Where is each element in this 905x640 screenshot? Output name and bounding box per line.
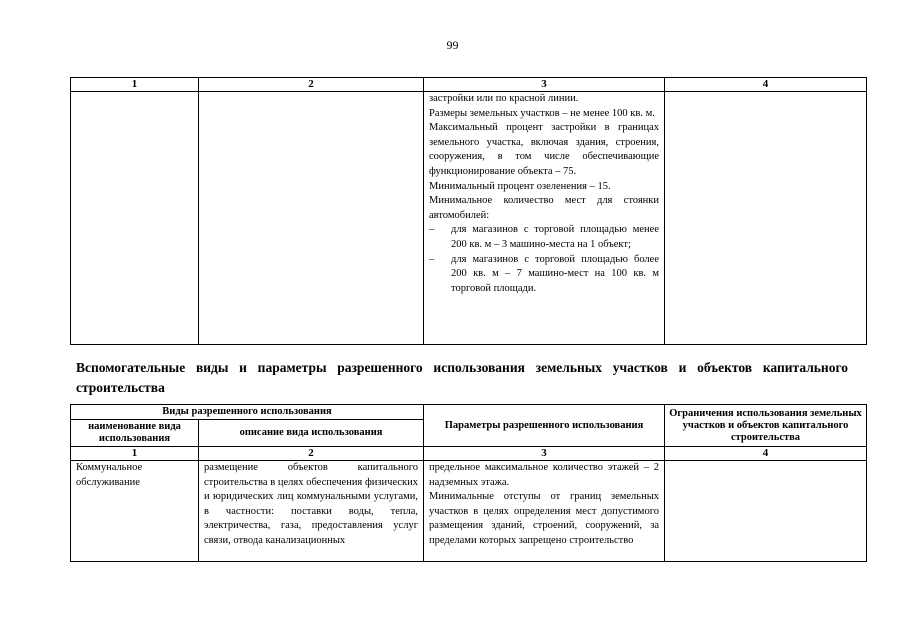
column-number: 2 — [199, 447, 424, 461]
column-number-row — [71, 78, 867, 92]
parameters-cell — [424, 461, 665, 562]
parameter-text: Максимальный процент застройки в границах земельного участка, включая здания, строения, сооружения, в том числе обеспечивающие функционирование объекта – 75. — [429, 122, 659, 177]
header-limits: Ограничения использования земельных участков и объектов капитального строительства — [665, 405, 867, 447]
column-number: 3 — [424, 78, 665, 92]
column-number: 1 — [71, 447, 199, 461]
limits-cell — [665, 461, 867, 562]
header-name: наименование вида использования — [71, 420, 199, 447]
use-description: размещение объектов капитального строительства в целях обеспечения физических и юридических лиц коммунальными услугами, в частности: поставки воды, тепла, электричества, газа, предоставления услуг связи, отвода канализационных — [204, 462, 419, 546]
parameters-cell — [424, 92, 665, 345]
use-description-cell — [199, 461, 424, 562]
table-row — [71, 92, 867, 345]
page-number: 99 — [446, 38, 459, 52]
parameters-clip — [429, 461, 659, 561]
empty-cell — [71, 92, 199, 345]
parameter-text: Размеры земельных участков – не менее 100 кв. м. — [429, 107, 655, 119]
use-name-cell — [71, 461, 199, 562]
auxiliary-uses-table — [70, 404, 867, 562]
column-number: 2 — [199, 78, 424, 92]
dash-marker: – — [429, 224, 435, 236]
parameter-text: застройки или по красной линии. — [429, 93, 579, 104]
header-params: Параметры разрешенного использования — [424, 405, 665, 447]
column-number-row — [71, 447, 867, 461]
list-item-text: для магазинов с торговой площадью менее 200 кв. м – 3 машино-места на 1 объект; — [451, 224, 659, 250]
parameter-text: Минимальные отступы от границ земельных участков в целях определения мест допустимого размещения зданий, строений, сооружений, за пределами которых запрещено строительство — [429, 491, 660, 546]
column-number: 3 — [424, 447, 665, 461]
empty-cell — [199, 92, 424, 345]
limits-text — [670, 461, 861, 561]
list-item-text: для магазинов с торговой площадью более 200 кв. м – 7 машино-мест на 100 кв. м торговой площади. — [451, 253, 659, 294]
dash-marker: – — [429, 253, 435, 265]
parameter-text: Минимальный процент озеленения – 15. — [429, 180, 611, 192]
header-group: Виды разрешенного использования — [71, 405, 424, 420]
parameter-text: предельное максимальное количество этажей – 2 надземных этажа. — [429, 462, 660, 488]
use-name: Коммунальное обслуживание — [76, 462, 143, 488]
column-number: 4 — [665, 447, 867, 461]
empty-cell — [665, 92, 867, 345]
header-row — [71, 405, 867, 420]
header-description: описание вида использования — [199, 420, 424, 447]
list-item — [429, 223, 659, 252]
column-number: 4 — [665, 78, 867, 92]
section-heading: Вспомогательные виды и параметры разрешенного использования земельных участков и объектов капитального строительства — [76, 360, 848, 395]
column-number: 1 — [71, 78, 199, 92]
parameter-text: Минимальное количество мест для стоянки автомобилей: — [429, 195, 659, 221]
continued-table — [70, 77, 867, 345]
table-row — [71, 461, 867, 562]
list-item — [429, 253, 659, 297]
